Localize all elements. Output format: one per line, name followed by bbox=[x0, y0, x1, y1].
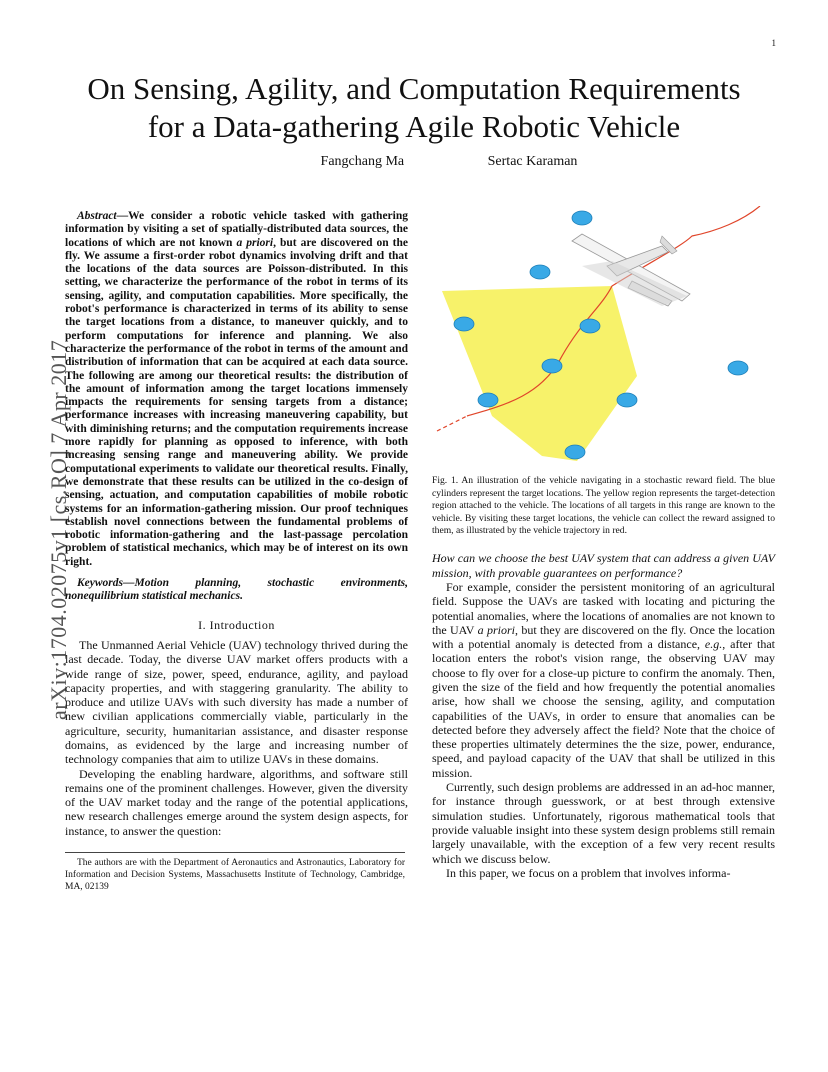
detection-region bbox=[442, 286, 637, 461]
rp1-part-c: , after that location enters the robot's vision range, the observing UAV may choose to fly over for a close-up picture to confirm the anomaly. Then, given the size of the field and how frequently the potential anomalies arise, how shall we choose the sensing, agility, and computation capabilities of the UAVs, in order to ensure that anomalies can be detected before they adversely affect the field? Note that the choice of these properties ultimately determines the the size, power, endurance, speed, and payload capacity of the UAV that shall be utilized in this mission. bbox=[432, 637, 775, 780]
title-line-1: On Sensing, Agility, and Computation Requirements bbox=[87, 71, 741, 106]
title-line-2: for a Data-gathering Agile Robotic Vehicle bbox=[147, 109, 681, 144]
footnote: The authors are with the Department of Aeronautics and Astronautics, Laboratory for Information and Decision Systems, Massachusetts Institute of Technology, Cambridge, MA, 02139 bbox=[65, 852, 405, 893]
figure-caption: Fig. 1. An illustration of the vehicle navigating in a stochastic reward field. The blue cylinders represent the target locations. The yellow region represents the target-detection region attached to the vehicle. The locations of all targets in this range are known to the vehicle. By visiting these target locations, the vehicle can collect the reward assigned to them, as illustrated by the vehicle trajectory in red. bbox=[432, 475, 775, 536]
rp1-eg: e.g. bbox=[704, 637, 723, 652]
target-cylinder bbox=[728, 361, 748, 375]
research-question: How can we choose the best UAV system that can address a given UAV mission, with provable guarantees on performance? bbox=[432, 551, 775, 580]
abstract-label: Abstract bbox=[77, 210, 117, 222]
right-paragraph-2: Currently, such design problems are addressed in an ad-hoc manner, for instance through guesswork, or at best through extensive simulation studies. Unfortunately, rigorous mathematical tools that provide valuable insight into these system design problems still remain largely unavailable, with the exception of a few very recent results which we discuss below. bbox=[432, 780, 775, 866]
keywords: Keywords—Motion planning, stochastic environments, nonequilibrium statistical mechanics. bbox=[65, 577, 408, 603]
target-cylinder bbox=[542, 359, 562, 373]
target-cylinder bbox=[617, 393, 637, 407]
trajectory-past bbox=[437, 416, 467, 431]
arxiv-stamp: arXiv:1704.02075v1 [cs.RO] 7 Apr 2017 bbox=[46, 339, 71, 720]
abstract-text-1: —We consider a robotic vehicle tasked with gathering information by visiting a set of spatially-distributed data sources, the locations of which are not known bbox=[65, 210, 408, 249]
rp1-part-b: , but they are discovered on the fly. Once the location with a potential anomaly is detected from a distance, bbox=[432, 622, 775, 652]
target-cylinder bbox=[580, 319, 600, 333]
rp1-apriori: a priori bbox=[477, 622, 515, 637]
left-column bbox=[65, 210, 408, 893]
abstract-apriori: a priori bbox=[236, 236, 274, 249]
author-list bbox=[0, 154, 828, 170]
figure-1-illustration bbox=[432, 206, 775, 466]
target-cylinder bbox=[565, 445, 585, 459]
target-cylinder bbox=[572, 211, 592, 225]
target-cylinder bbox=[530, 265, 550, 279]
page-number: 1 bbox=[771, 38, 776, 48]
target-cylinder bbox=[478, 393, 498, 407]
intro-paragraph-1: The Unmanned Aerial Vehicle (UAV) technology thrived during the last decade. Today, the diverse UAV market offers products with a wide range of size, power, speed, endurance, agility, and payload capacity properties, and with staggering granularity. The ability to produce and utilize UAVs with such diversity has made a number of new civilian applications commercially viable, particularly in the agriculture, security, humanitarian assistance, and disaster response domains, as evidenced by the large and increasing number of technology companies that aim to utilize UAVs in these domains. bbox=[65, 637, 408, 767]
section-heading: I. Introduction bbox=[198, 617, 275, 632]
right-paragraph-1 bbox=[432, 580, 775, 780]
author-1: Fangchang Ma bbox=[320, 154, 405, 169]
abstract bbox=[65, 210, 408, 569]
rp1-part-a: For example, consider the persistent monitoring of an agricultural field. Suppose the UAVs are tasked with locating and picturing the potential anomalies, where the locations of anomalies are not known to the UAV bbox=[432, 579, 775, 637]
author-2: Sertac Karaman bbox=[487, 154, 578, 169]
paper-title bbox=[0, 70, 828, 146]
right-paragraph-3: In this paper, we focus on a problem that involves informa- bbox=[446, 865, 731, 880]
right-column bbox=[432, 206, 775, 880]
target-cylinder bbox=[454, 317, 474, 331]
intro-paragraph-2: Developing the enabling hardware, algorithms, and software still remains one of the prominent challenges. However, given the diversity of the UAV market today and the range of the potential applications, new research challenges emerge around the system design aspects, for instance, to answer the question: bbox=[65, 766, 408, 838]
abstract-text-2: , but are discovered on the fly. We assume a first-order robot dynamics involving drift and that the locations of the data sources are Poisson-distributed. In this setting, we characterize the performance of the robot in terms of its sensing, agility, and computation capabilities. More specifically, the robot's performance is characterized in terms of its ability to sense the target locations from a distance, to maneuver quickly, and to perform computations for inference and planning. We also characterize the performance of the robot in terms of the amount and distribution of information that can be acquired at each data source. The following are among our theoretical results: the distribution of the amount of information among the target locations immensely impacts the requirements for sensing targets from a distance; performance increases with increasing maneuvering capability, but with diminishing returns; and the computation requirements increase more rapidly for planning as opposed to inference, with both increasing sensing range and maneuvering ability. We provide computational experiments to validate our theoretical results. Finally, we demonstrate that these results can be utilized in the co-design of sensing, actuation, and computation capabilities of mobile robotic systems for an information-gathering mission. Our proof techniques establish novel connections between the fundamental problems of robotic information-gathering and the last-passage percolation problem of statistical mechanics, which may be of interest on its own right. bbox=[65, 236, 409, 568]
